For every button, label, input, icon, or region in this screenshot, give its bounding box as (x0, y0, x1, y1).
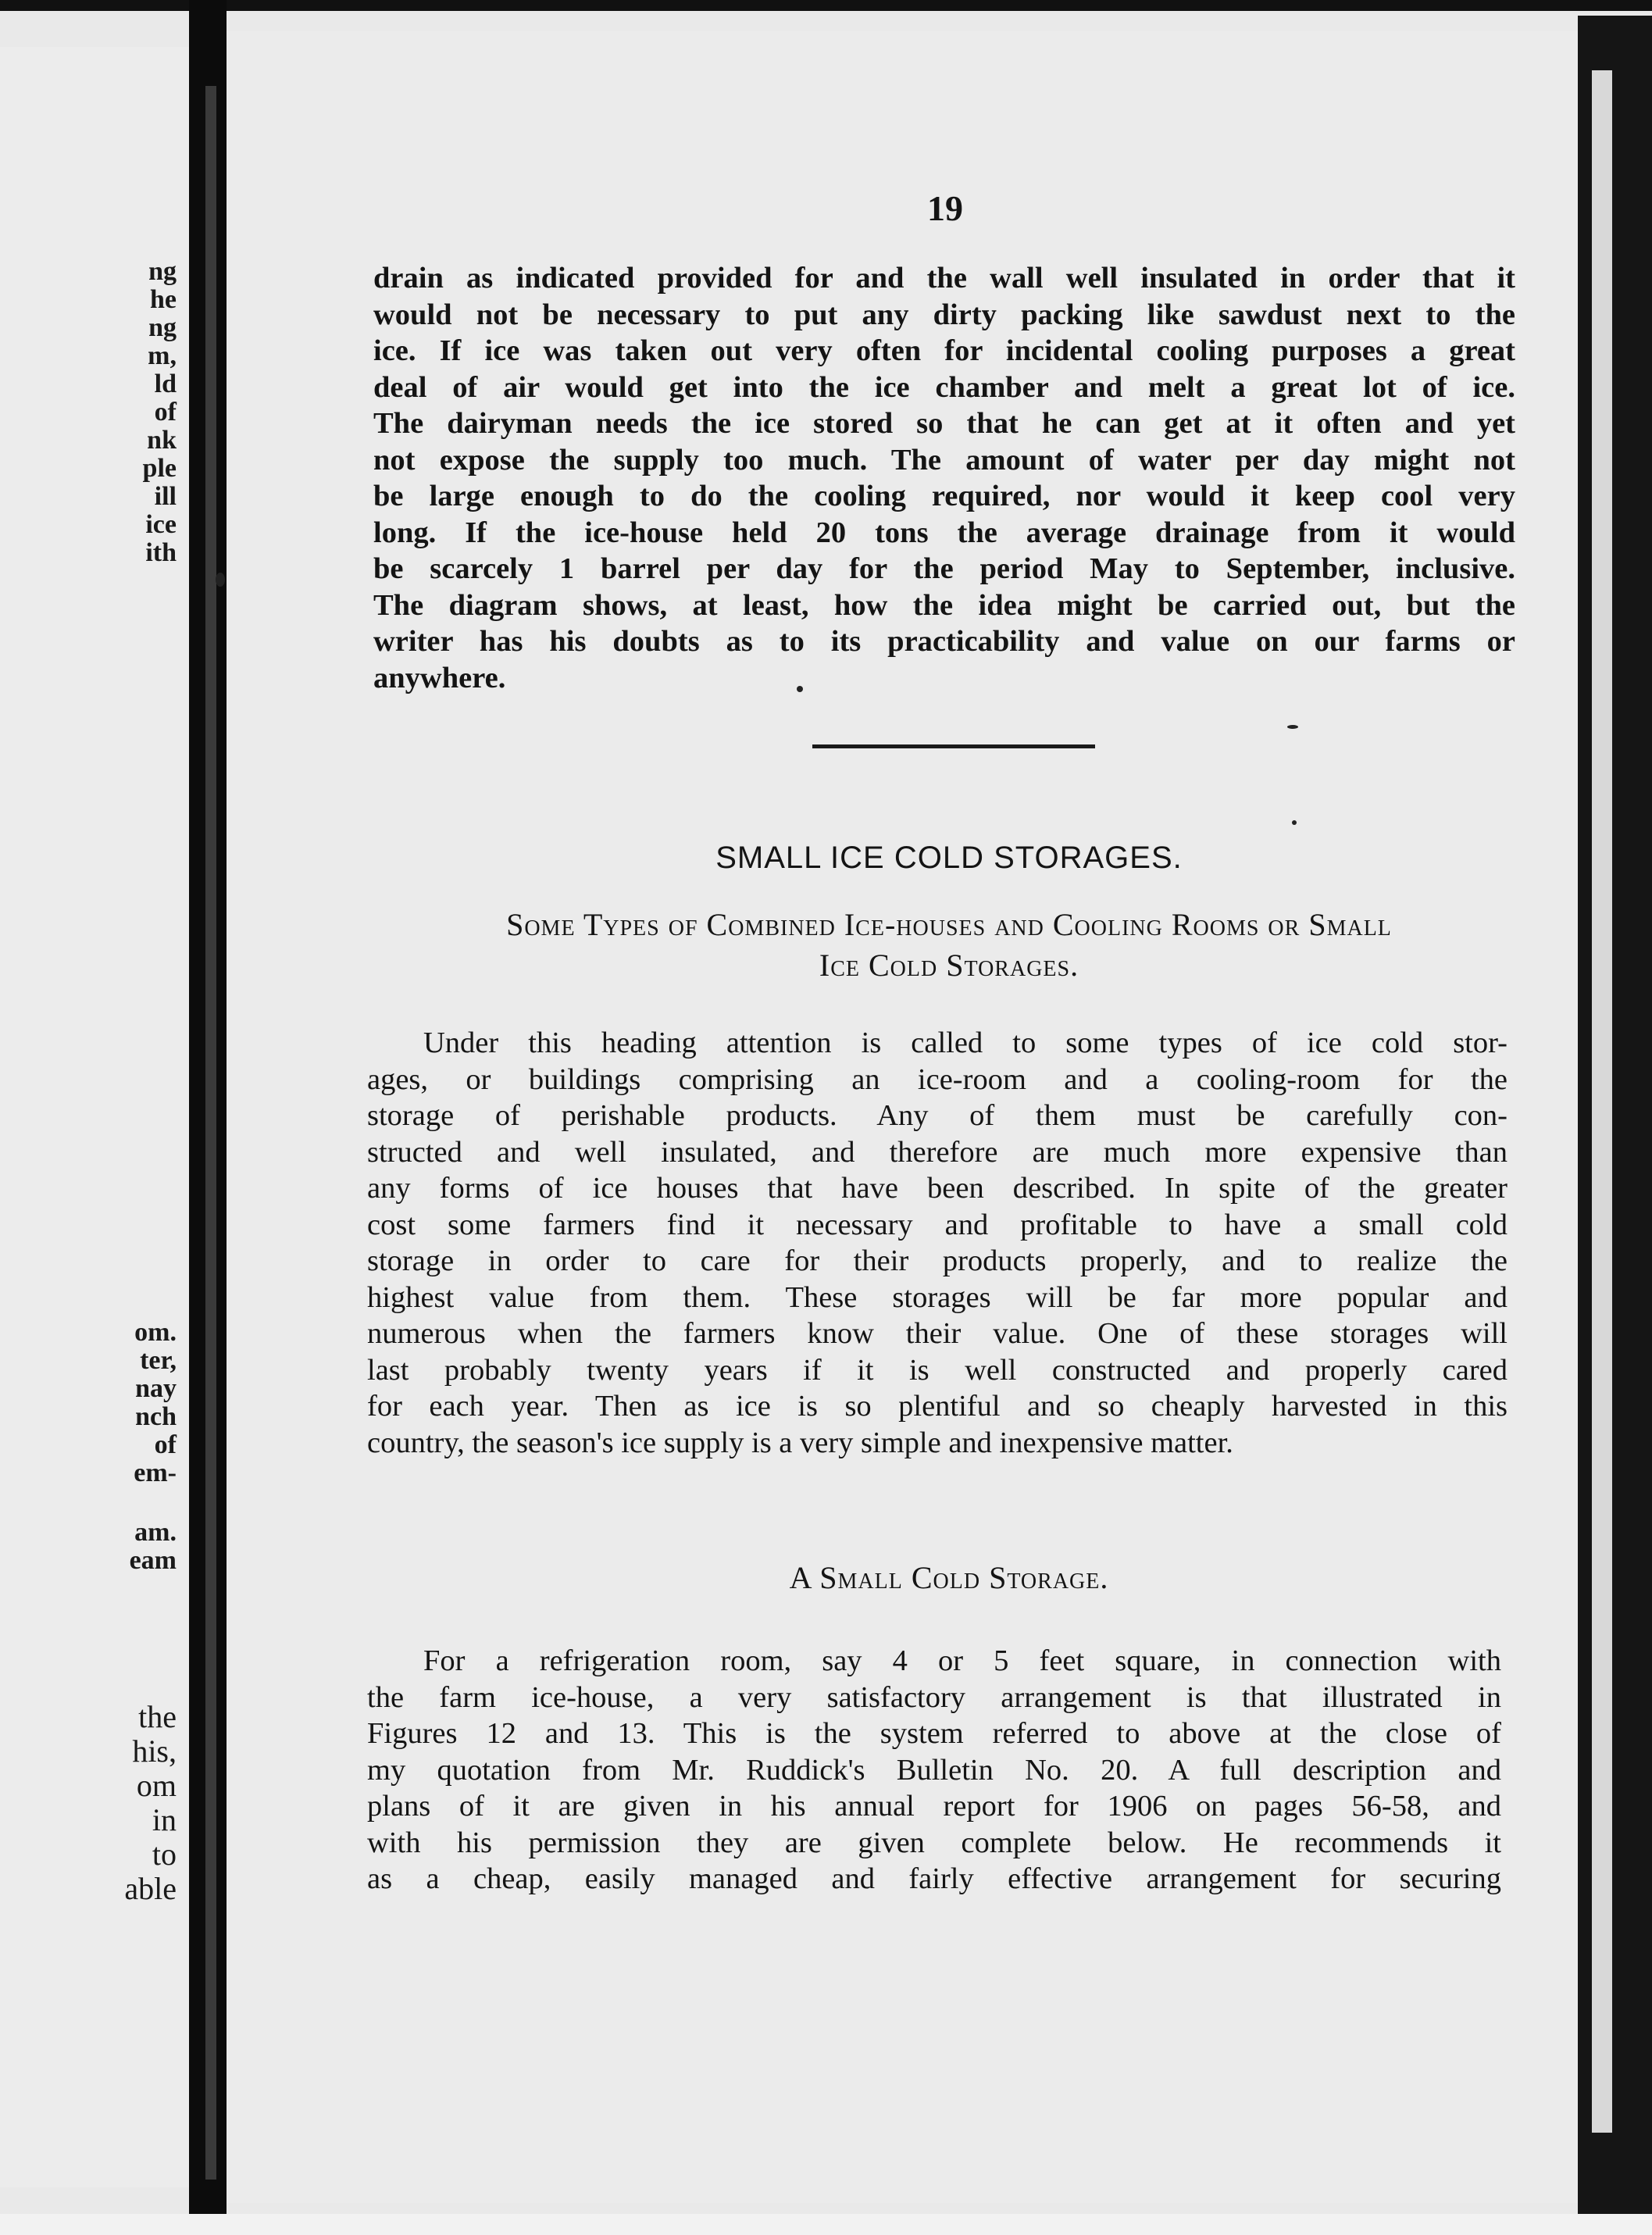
chapter-subheading (367, 905, 1531, 986)
text-line: numerous when the farmers know their value. One of these storages will (367, 1317, 1507, 1350)
text-line: long. If the ice-house held 20 tons the average drainage from it would (373, 516, 1515, 549)
facing-page (0, 47, 189, 2187)
text-line: Figures 12 and 13. This is the system referred to above at the close of (367, 1717, 1501, 1750)
fragment-line: nch (135, 1402, 177, 1431)
fragment-line: ith (145, 538, 177, 567)
section-divider-rule (812, 744, 1095, 748)
text-line: For a refrigeration room, say 4 or 5 feet square, in connection with (423, 1644, 1501, 1677)
text-line: highest value from them. These storages will be far more popular and (367, 1280, 1507, 1314)
text-line: structed and well insulated, and therefore are much more expensive than (367, 1135, 1507, 1169)
fragment-line: of (154, 1430, 177, 1459)
fragment-line: ld (154, 370, 177, 398)
fragment-line: the (138, 1699, 177, 1734)
facing-page-text-fragment (134, 1319, 177, 1487)
text-line: my quotation from Mr. Ruddick's Bulletin No. 20. A full description and (367, 1753, 1501, 1787)
text-line: ice. If ice was taken out very often for incidental cooling purposes a great (373, 334, 1515, 367)
facing-page-text-fragment (124, 1700, 177, 1906)
text-line: storage in order to care for their products properly, and to realize the (367, 1244, 1507, 1277)
continued-paragraph (373, 260, 1515, 696)
text-line: Under this heading attention is called to some types of ice cold stor- (423, 1026, 1507, 1059)
fragment-line: am. (134, 1518, 177, 1547)
fragment-line: of (154, 398, 177, 427)
text-line: plans of it are given in his annual report for 1906 on pages 56-58, and (367, 1790, 1501, 1823)
text-line: not expose the supply too much. The amount of water per day might not (373, 443, 1515, 477)
scan-speck (797, 686, 803, 692)
page-edge (1578, 16, 1652, 2235)
fragment-line: nay (135, 1374, 177, 1403)
text-line: the farm ice-house, a very satisfactory arrangement is that illustrated in (367, 1680, 1501, 1714)
text-line: writer has his doubts as to its practicability and value on our farms or (373, 625, 1515, 658)
subheading-line: Some Types of Combined Ice-houses and Cooling Rooms or Small (506, 907, 1392, 942)
fragment-line: ple (142, 454, 177, 483)
scan-speck (1292, 820, 1297, 825)
fragment-line: om (136, 1768, 177, 1803)
fragment-line: nk (147, 426, 177, 455)
fragment-line: his, (132, 1733, 177, 1769)
facing-page-text-fragment (143, 258, 177, 567)
text-line: anywhere. (373, 661, 506, 694)
fragment-line: ill (154, 482, 177, 511)
scan-top-border (0, 0, 1652, 11)
text-line: last probably twenty years if it is well constructed and properly cared (367, 1353, 1507, 1387)
fragment-line: able (124, 1871, 177, 1906)
text-line: The diagram shows, at least, how the idea might be carried out, but the (373, 588, 1515, 622)
text-line: storage of perishable products. Any of them must be carefully con- (367, 1099, 1507, 1132)
gutter-shadow (205, 86, 216, 2180)
scan-speck (1287, 725, 1298, 729)
fragment-line: m, (148, 341, 177, 370)
fragment-line: ter, (140, 1346, 177, 1375)
fragment-line: in (152, 1802, 177, 1837)
text-line: deal of air would get into the ice chamber and melt a great lot of ice. (373, 370, 1515, 404)
scan-bottom-border (0, 2214, 1652, 2235)
section-title: A Small Cold Storage. (789, 1560, 1109, 1595)
scan-speck (216, 573, 225, 587)
text-line: would not be necessary to put any dirty packing like sawdust next to the (373, 298, 1515, 331)
text-line: be large enough to do the cooling required, nor would it keep cool very (373, 480, 1515, 512)
facing-page-text-fragment (130, 1519, 177, 1575)
subheading-line: Ice Cold Storages. (819, 948, 1079, 983)
fragment-line: eam (129, 1546, 177, 1575)
text-line: be scarcely 1 barrel per day for the period May to September, inclusive. (373, 552, 1515, 585)
text-line: drain as indicated provided for and the wall well insulated in order that it (373, 262, 1515, 295)
text-line: ages, or buildings comprising an ice-room and a cooling-room for the (367, 1062, 1507, 1096)
text-line: The dairyman needs the ice stored so that he can get at it often and yet (373, 407, 1515, 440)
text-line: any forms of ice houses that have been described. In spite of the greater (367, 1172, 1507, 1205)
text-line: cost some farmers find it necessary and profitable to have a small cold (367, 1208, 1507, 1241)
text-line: for each year. Then as ice is so plentiful and so cheaply harvested in this (367, 1390, 1507, 1423)
fragment-line: em- (134, 1458, 177, 1487)
intro-paragraph (367, 1025, 1507, 1461)
text-line: with his permission they are given complete below. He recommends it (367, 1826, 1501, 1859)
fragment-line: ng (148, 257, 177, 286)
fragment-line: ice (145, 510, 177, 539)
fragment-line: ng (148, 313, 177, 342)
fragment-line: to (152, 1837, 177, 1872)
fragment-line: om. (134, 1318, 177, 1347)
body-paragraph (367, 1643, 1501, 1898)
chapter-heading: SMALL ICE COLD STORAGES. (715, 841, 1183, 875)
fragment-line: he (150, 285, 177, 314)
page-number: 19 (927, 188, 963, 228)
text-line: as a cheap, easily managed and fairly effective arrangement for securing (367, 1862, 1501, 1895)
text-line: country, the season's ice supply is a very simple and inexpensive matter. (367, 1426, 1233, 1459)
